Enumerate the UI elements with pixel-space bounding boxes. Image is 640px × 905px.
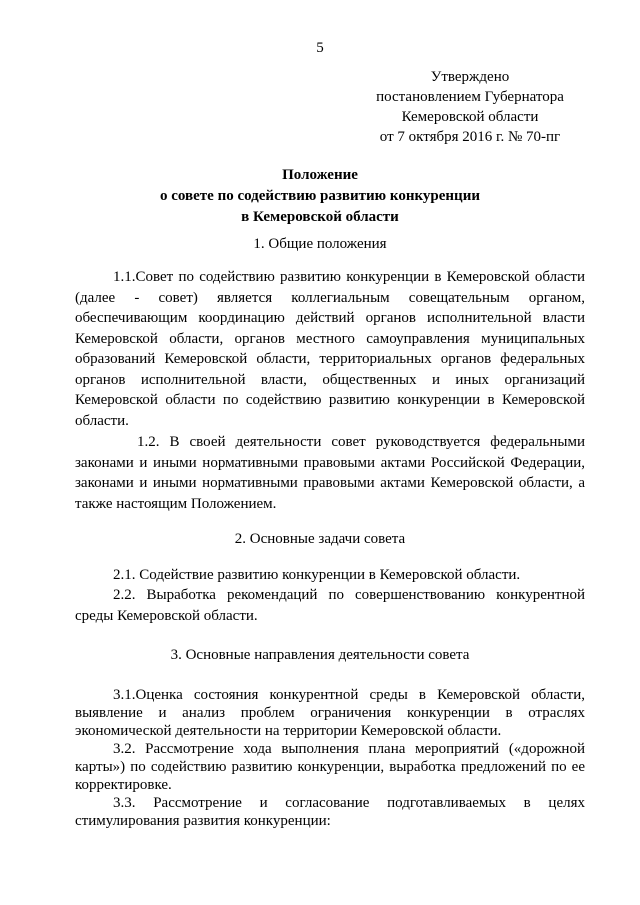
paragraph-3-2: 3.2. Рассмотрение хода выполнения плана мероприятий («дорожной карты») по содействию развитию конкуренции, выработка предложений по ее корректировке. (75, 741, 585, 793)
approval-line: от 7 октября 2016 г. № 70-пг (379, 129, 561, 145)
paragraph-2-2: 2.2. Выработка рекомендаций по совершенствованию конкурентной среды Кемеровской области. (75, 587, 585, 624)
approval-line: постановлением Губернатора (376, 89, 564, 105)
paragraph-3-1: 3.1.Оценка состояния конкурентной среды в Кемеровской области, выявление и анализ проблем ограничения конкуренции в отраслях экономической деятельности на территории Кемеровской области. (75, 687, 585, 739)
approval-stamp-block (360, 67, 580, 147)
paragraph-2-1: 2.1. Содействие развитию конкуренции в Кемеровской области. (113, 567, 521, 583)
paragraph-1-2: 1.2. В своей деятельности совет руководствуется федеральными законами и иными нормативными правовыми актами Российской Федерации, законами и иными нормативными правовыми актами Кемеровской области, а также настоящим Положением. (75, 434, 585, 512)
title-line: Положение (282, 167, 358, 183)
title-line: о совете по содействию развитию конкуренции (160, 188, 480, 204)
title-line: в Кемеровской области (241, 209, 399, 225)
approval-line: Кемеровской области (401, 109, 539, 125)
section-heading-directions: 3. Основные направления деятельности совета (170, 647, 470, 663)
section-heading-general: 1. Общие положения (253, 236, 387, 252)
document-title (60, 165, 580, 228)
section-heading-tasks: 2. Основные задачи совета (234, 531, 406, 547)
paragraph-3-3: 3.3. Рассмотрение и согласование подготавливаемых в целях стимулирования развития конкуренции: (75, 795, 585, 829)
page-number: 5 (316, 40, 324, 56)
approval-line: Утверждено (430, 69, 510, 85)
paragraph-1-1: 1.1.Совет по содействию развитию конкуренции в Кемеровской области (далее - совет) является коллегиальным совещательным органом, обеспечивающим координацию действий органов исполнительной власти Кемеровской области, органов местного самоуправления муниципальных образований Кемеровской области, территориальных органов федеральных органов исполнительной власти, общественных и иных организаций Кемеровской области по содействию развитию конкуренции в Кемеровской области. (75, 269, 585, 429)
